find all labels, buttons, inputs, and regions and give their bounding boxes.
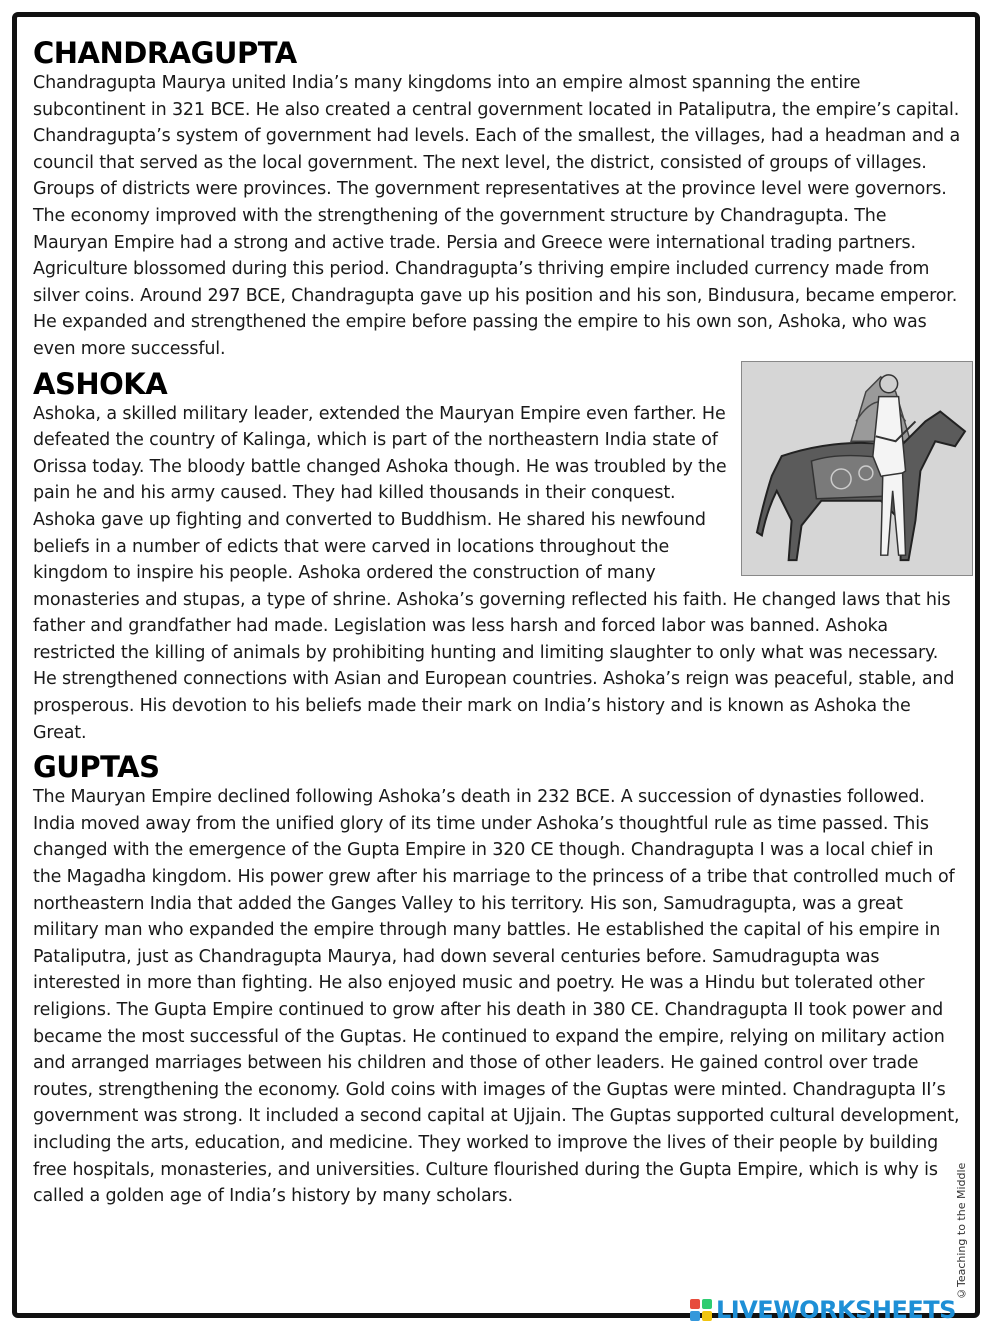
liveworksheets-brand[interactable] — [690, 1295, 956, 1325]
ashoka-horse-illustration — [741, 361, 973, 576]
brand-name: LIVEWORKSHEETS — [716, 1296, 956, 1324]
heading-guptas: GUPTAS — [33, 750, 160, 785]
horse-and-man-drawing — [742, 362, 972, 575]
heading-chandragupta: CHANDRAGUPTA — [33, 36, 297, 70]
liveworksheets-logo-icon — [690, 1299, 712, 1321]
paragraph-ashoka: Ashoka, a skilled military leader, extended the Mauryan Empire even farther. He defeated the country of Kalinga, which is part of the northeastern India state of Orissa today. The bloody battle changed Ashoka though. He was troubled by the pain he and his army caused. They had killed thousands in their conquest. Ashoka gave up fighting and converted to Buddhism. He shared his newfound beliefs in a number of edicts that were carved in locations throughout the kingdom to inspire his people. Ashoka ordered the construction of many monasteries and stupas, a type of shrine. Ashoka’s governing reflected his faith. He changed laws that his father and grandfather had made. Legislation was less harsh and forced labor was banned. Ashoka restricted the killing of animals by prohibiting hunting and limiting slaughter to only what was necessary. He strengthened connections with Asian and European countries. Ashoka’s reign was peaceful, stable, and prosperous. His devotion to his beliefs made their mark on India’s history and is known as Ashoka the Great. — [33, 403, 955, 743]
worksheet-content — [33, 36, 963, 1210]
copyright-credit: ©Teaching to the Middle — [955, 1162, 968, 1300]
paragraph-chandragupta: Chandragupta Maurya united India’s many kingdoms into an empire almost spanning the entire subcontinent in 321 BCE. He also created a central government located in Pataliputra, the empire’s capital. Chandragupta’s system of government had levels. Each of the smallest, the villages, had a headman and a council that served as the local government. The next level, the district, consisted of groups of villages. Groups of districts were provinces. The government representatives at the province level were governors. The economy improved with the strengthening of the government structure by Chandragupta. The Mauryan Empire had a strong and active trade. Persia and Greece were international trading partners. Agriculture blossomed during this period. Chandragupta’s thriving empire included currency made from silver coins. Around 297 BCE, Chandragupta gave up his position and his son, Bindusura, became emperor. He expanded and strengthened the empire before passing the empire to his own son, Ashoka, who was even more successful. — [33, 73, 961, 359]
paragraph-guptas: The Mauryan Empire declined following Ashoka’s death in 232 BCE. A succession of dynasties followed. India moved away from the unified glory of its time under Ashoka’s thoughtful rule as time passed. This changed with the emergence of the Gupta Empire in 320 CE though. Chandragupta I was a local chief in the Magadha kingdom. His power grew after his marriage to the princess of a tribe that controlled much of northeastern India that added the Ganges Valley to his territory. His son, Samudragupta, was a great military man who expanded the empire through many battles. He established the capital of his empire in Pataliputra, just as Chandragupta Maurya, had down several centuries before. Samudragupta was interested in more than fighting. He also enjoyed music and poetry. He was a Hindu but tolerated other religions. The Gupta Empire continued to grow after his death in 380 CE. Chandragupta II took power and became the most successful of the Guptas. He continued to expand the empire, relying on military action and arranged marriages between his children and those of other leaders. He gained control over trade routes, strengthening the economy. Gold coins with images of the Guptas were minted. Chandragupta II’s government was strong. It included a second capital at Ujjain. The Guptas supported cultural development, including the arts, education, and medicine. They worked to improve the lives of their people by building free hospitals, monasteries, and universities. Culture flourished during the Gupta Empire, which is why is called a golden age of India’s history by many scholars. — [33, 787, 960, 1207]
heading-ashoka: ASHOKA — [33, 366, 168, 401]
